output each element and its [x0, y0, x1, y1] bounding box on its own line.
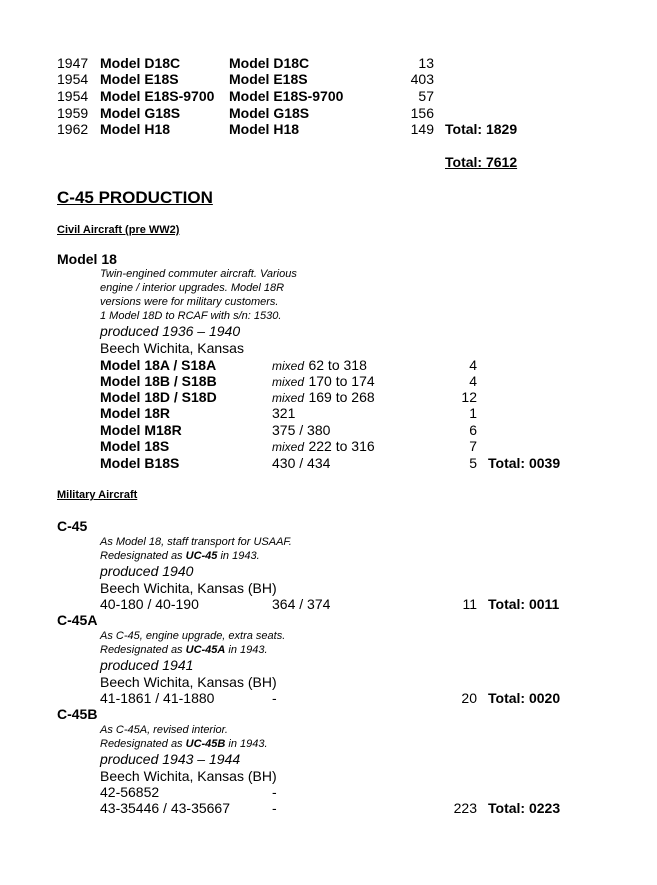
count-cell: 11: [462, 596, 477, 612]
description-line: Redesignated as UC-45A in 1943.: [100, 644, 268, 656]
count-cell: 1: [469, 405, 477, 421]
subtotal: Total: 0223: [488, 800, 561, 816]
year-cell: 1959: [57, 105, 89, 121]
model-cell: Model D18C: [229, 55, 310, 71]
msn-range: -: [272, 690, 277, 706]
description-line: Twin-engined commuter aircraft. Various: [100, 268, 297, 280]
model-cell: Model H18: [100, 121, 171, 137]
variant-name: Model 18D / S18D: [100, 389, 217, 405]
count-cell: 20: [461, 690, 477, 706]
grand-total: Total: 7612: [445, 154, 518, 170]
serial-range: 43-35446 / 43-35667: [100, 800, 230, 816]
year-cell: 1954: [57, 88, 89, 104]
variant-name: Model B18S: [100, 455, 180, 471]
c45b-title: C-45B: [57, 706, 98, 722]
military-heading: Military Aircraft: [57, 489, 138, 501]
model-cell: Model E18S: [100, 71, 179, 87]
variant-name: Model M18R: [100, 422, 182, 438]
msn-range: 430 / 434: [272, 455, 331, 471]
model-cell: Model E18S-9700: [229, 88, 344, 104]
count-cell: 149: [410, 121, 434, 137]
year-cell: 1962: [57, 121, 89, 137]
production-years: produced 1943 – 1944: [100, 751, 241, 767]
msn-range: 375 / 380: [272, 422, 331, 438]
subtotal: Total: 0039: [488, 455, 561, 471]
location: Beech Wichita, Kansas: [100, 340, 244, 356]
serial-range: 42-56852: [100, 784, 160, 800]
model-cell: Model G18S: [100, 105, 181, 121]
description-line: 1 Model 18D to RCAF with s/n: 1530.: [100, 310, 282, 322]
description-line: engine / interior upgrades. Model 18R: [100, 282, 285, 294]
count-cell: 4: [469, 357, 477, 373]
count-cell: 223: [453, 800, 477, 816]
count-cell: 6: [469, 422, 477, 438]
civil-heading: Civil Aircraft (pre WW2): [57, 224, 180, 236]
location: Beech Wichita, Kansas (BH): [100, 768, 277, 784]
location: Beech Wichita, Kansas (BH): [100, 674, 277, 690]
count-cell: 156: [410, 105, 434, 121]
description-line: As Model 18, staff transport for USAAF.: [100, 536, 292, 548]
model-cell: Model D18C: [100, 55, 181, 71]
subtotal: Total: 1829: [445, 121, 518, 137]
description-line: versions were for military customers.: [100, 296, 279, 308]
subtotal: Total: 0011: [488, 596, 560, 612]
model-cell: Model E18S: [229, 71, 308, 87]
serial-range: 41-1861 / 41-1880: [100, 690, 215, 706]
location: Beech Wichita, Kansas (BH): [100, 580, 277, 596]
variant-name: Model 18A / S18A: [100, 357, 217, 373]
description-line: Redesignated as UC-45 in 1943.: [100, 550, 260, 562]
count-cell: 403: [410, 71, 434, 87]
description-line: As C-45A, revised interior.: [100, 724, 228, 736]
count-cell: 5: [469, 455, 477, 471]
msn-range: -: [272, 784, 277, 800]
model18-title: Model 18: [57, 251, 117, 267]
year-cell: 1947: [57, 55, 89, 71]
production-years: produced 1941: [100, 657, 194, 673]
variant-name: Model 18R: [100, 405, 171, 421]
msn-range: mixed 222 to 316: [272, 438, 375, 454]
subtotal: Total: 0020: [488, 690, 561, 706]
msn-range: mixed 169 to 268: [272, 389, 375, 405]
count-cell: 4: [469, 373, 477, 389]
msn-range: mixed 170 to 174: [272, 373, 375, 389]
variant-name: Model 18B / S18B: [100, 373, 217, 389]
variant-name: Model 18S: [100, 438, 170, 454]
description-line: Redesignated as UC-45B in 1943.: [100, 738, 268, 750]
msn-range: mixed 62 to 318: [272, 357, 367, 373]
model-cell: Model G18S: [229, 105, 310, 121]
serial-range: 40-180 / 40-190: [100, 596, 199, 612]
production-years: produced 1940: [100, 563, 194, 579]
count-cell: 7: [469, 438, 477, 454]
msn-range: 364 / 374: [272, 596, 331, 612]
model-cell: Model E18S-9700: [100, 88, 215, 104]
description-line: As C-45, engine upgrade, extra seats.: [100, 630, 286, 642]
c45-title: C-45: [57, 518, 88, 534]
msn-range: -: [272, 800, 277, 816]
section-title: C-45 PRODUCTION: [57, 188, 213, 207]
c45a-title: C-45A: [57, 612, 98, 628]
model-cell: Model H18: [229, 121, 300, 137]
msn-range: 321: [272, 405, 296, 421]
count-cell: 57: [418, 88, 434, 104]
count-cell: 13: [418, 55, 434, 71]
count-cell: 12: [461, 389, 477, 405]
production-years: produced 1936 – 1940: [100, 323, 241, 339]
year-cell: 1954: [57, 71, 89, 87]
